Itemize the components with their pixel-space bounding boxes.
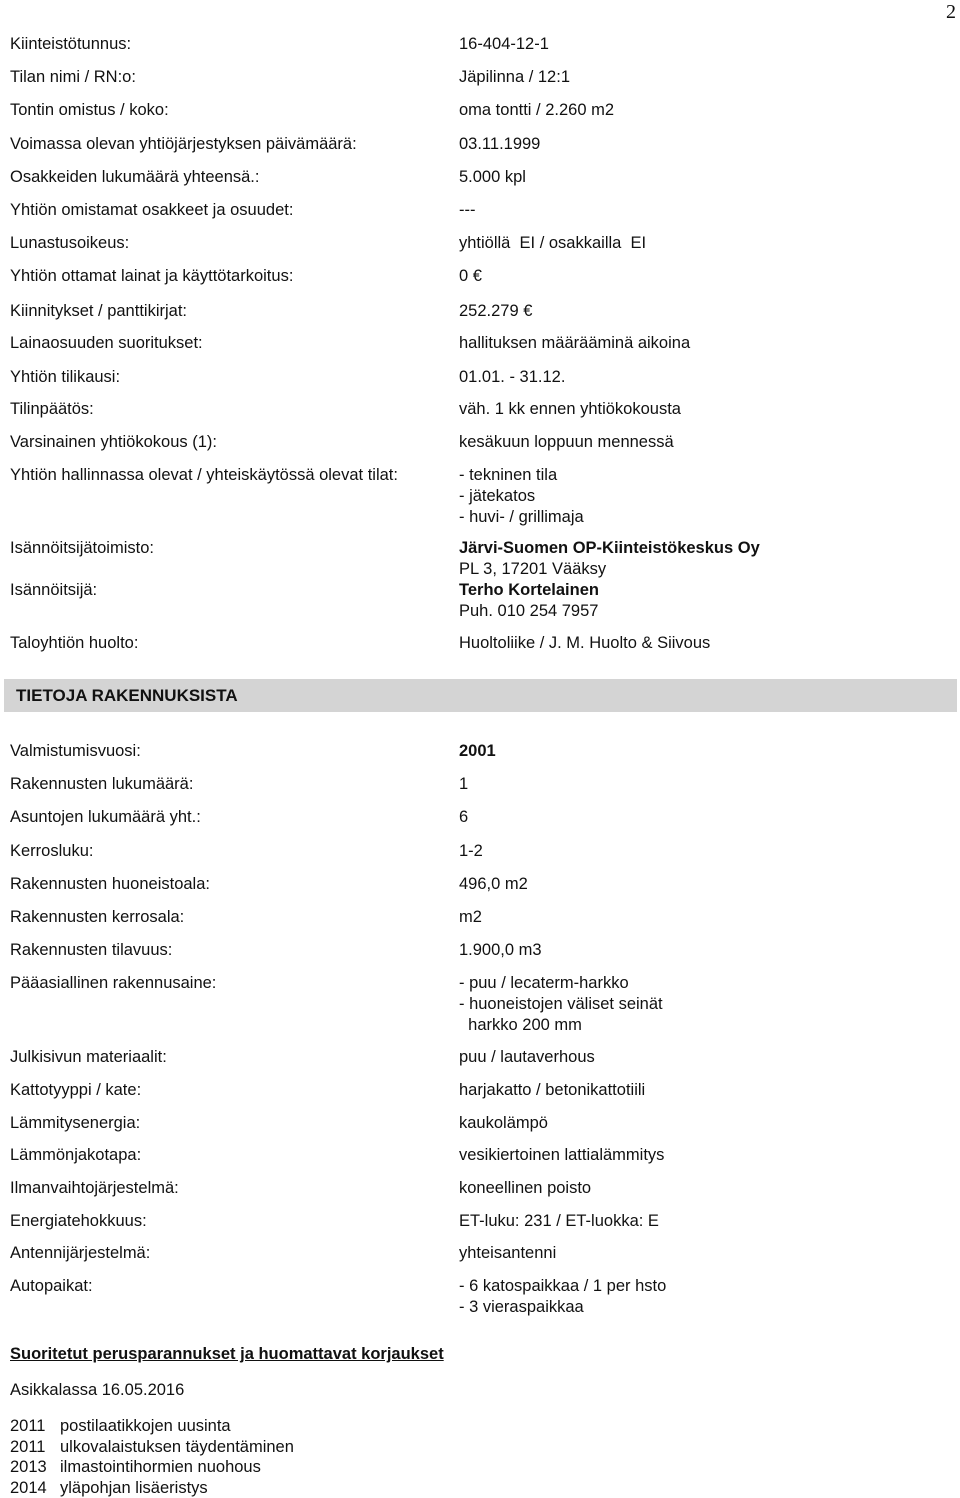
- value-yhtion-ottamat-lainat-ja-kayttotarkoitus: 0 €: [459, 267, 482, 285]
- value-autopaikat-line-1: - 6 katospaikkaa / 1 per hsto: [459, 1277, 667, 1295]
- label-voimassa-olevan-yhtiojarjestyksen-paivamaara: Voimassa olevan yhtiöjärjestyksen päivämäärä:: [10, 135, 357, 153]
- value-rakennusten-kerrosala: m2: [459, 908, 482, 926]
- repair-description: ilmastointihormien nuohous: [60, 1458, 261, 1476]
- section-title: TIETOJA RAKENNUKSISTA: [16, 686, 238, 705]
- label-taloyhtion-huolto: Taloyhtiön huolto:: [10, 634, 139, 652]
- repairs-heading: Suoritetut perusparannukset ja huomattavat korjaukset: [10, 1345, 444, 1363]
- value-kerrosluku: 1-2: [459, 842, 483, 860]
- label-isannoitsijatoimisto: Isännöitsijätoimisto:: [10, 539, 154, 557]
- value-tilan-nimi-rn-o: Jäpilinna / 12:1: [459, 68, 570, 86]
- value-osakkeiden-lukumaara-yhteensa: 5.000 kpl: [459, 168, 526, 186]
- label-julkisivun-materiaalit: Julkisivun materiaalit:: [10, 1048, 167, 1066]
- value-yhtion-tilikausi: 01.01. - 31.12.: [459, 368, 566, 386]
- label-tilinpaatos: Tilinpäätös:: [10, 400, 94, 418]
- value-isannoitsija-line-1: Terho Kortelainen: [459, 581, 599, 599]
- value-asuntojen-lukumaara-yht: 6: [459, 808, 469, 826]
- label-varsinainen-yhtiokokous-1: Varsinainen yhtiökokous (1):: [10, 433, 217, 451]
- value-isannoitsija-line-2: Puh. 010 254 7957: [459, 602, 599, 620]
- value-lammonjakotapa: vesikiertoinen lattialämmitys: [459, 1146, 665, 1164]
- value-yhtion-hallinnassa-olevat-yhteiskaytossa-olevat-tilat-line-3: - huvi- / grillimaja: [459, 508, 584, 526]
- inspection-note: Asikkalassa 16.05.2016: [10, 1381, 185, 1399]
- repair-item: [10, 1416, 231, 1436]
- label-autopaikat: Autopaikat:: [10, 1277, 93, 1295]
- label-lammitysenergia: Lämmitysenergia:: [10, 1114, 141, 1132]
- value-lunastusoikeus: yhtiöllä EI / osakkailla EI: [459, 234, 647, 252]
- repair-year: 2013: [10, 1458, 47, 1476]
- value-taloyhtion-huolto: Huoltoliike / J. M. Huolto & Siivous: [459, 634, 711, 652]
- label-kattotyyppi-kate: Kattotyyppi / kate:: [10, 1081, 142, 1099]
- label-paaasiallinen-rakennusaine: Pääasiallinen rakennusaine:: [10, 974, 217, 992]
- label-isannoitsija: Isännöitsijä:: [10, 581, 98, 599]
- label-lainaosuuden-suoritukset: Lainaosuuden suoritukset:: [10, 334, 203, 352]
- value-autopaikat-line-2: - 3 vieraspaikkaa: [459, 1298, 584, 1316]
- value-rakennusten-lukumaara: 1: [459, 775, 469, 793]
- value-energiatehokkuus: ET-luku: 231 / ET-luokka: E: [459, 1212, 659, 1230]
- value-ilmanvaihtojarjestelma: koneellinen poisto: [459, 1179, 592, 1197]
- repair-description: ulkovalaistuksen täydentäminen: [60, 1437, 294, 1456]
- label-yhtion-ottamat-lainat-ja-kayttotarkoitus: Yhtiön ottamat lainat ja käyttötarkoitus:: [10, 267, 294, 285]
- label-rakennusten-lukumaara: Rakennusten lukumäärä:: [10, 775, 194, 793]
- label-energiatehokkuus: Energiatehokkuus:: [10, 1212, 147, 1230]
- value-rakennusten-huoneistoala: 496,0 m2: [459, 875, 528, 893]
- repair-year: 2011: [10, 1437, 46, 1456]
- value-yhtion-omistamat-osakkeet-ja-osuudet: ---: [459, 201, 476, 219]
- value-isannoitsijatoimisto-line-2: PL 3, 17201 Vääksy: [459, 560, 607, 578]
- label-yhtion-tilikausi: Yhtiön tilikausi:: [10, 368, 121, 386]
- value-paaasiallinen-rakennusaine-line-1: - puu / lecaterm-harkko: [459, 974, 629, 992]
- value-yhtion-hallinnassa-olevat-yhteiskaytossa-olevat-tilat-line-1: - tekninen tila: [459, 466, 558, 484]
- label-ilmanvaihtojarjestelma: Ilmanvaihtojärjestelmä:: [10, 1179, 179, 1197]
- label-lunastusoikeus: Lunastusoikeus:: [10, 234, 130, 252]
- label-antennijarjestelma: Antennijärjestelmä:: [10, 1244, 151, 1262]
- label-rakennusten-kerrosala: Rakennusten kerrosala:: [10, 908, 185, 926]
- value-antennijarjestelma: yhteisantenni: [459, 1244, 557, 1262]
- label-osakkeiden-lukumaara-yhteensa: Osakkeiden lukumäärä yhteensä.:: [10, 168, 260, 186]
- label-yhtion-omistamat-osakkeet-ja-osuudet: Yhtiön omistamat osakkeet ja osuudet:: [10, 201, 294, 219]
- value-voimassa-olevan-yhtiojarjestyksen-paivamaara: 03.11.1999: [459, 135, 541, 153]
- value-tilinpaatos: väh. 1 kk ennen yhtiökokousta: [459, 400, 681, 418]
- value-isannoitsijatoimisto-line-1: Järvi-Suomen OP-Kiinteistökeskus Oy: [459, 539, 760, 557]
- value-tontin-omistus-koko: oma tontti / 2.260 m2: [459, 101, 615, 119]
- label-yhtion-hallinnassa-olevat-yhteiskaytossa-olevat-tilat: Yhtiön hallinnassa olevat / yhteiskäytössä olevat tilat:: [10, 466, 398, 484]
- repair-item: [10, 1457, 261, 1477]
- page-number: 2: [946, 1, 956, 23]
- value-kattotyyppi-kate: harjakatto / betonikattotiili: [459, 1081, 646, 1099]
- value-paaasiallinen-rakennusaine-line-2: - huoneistojen väliset seinät: [459, 995, 663, 1013]
- value-paaasiallinen-rakennusaine-line-3: harkko 200 mm: [459, 1016, 582, 1034]
- repair-item: [10, 1437, 294, 1457]
- repair-item: [10, 1478, 208, 1498]
- value-kiinnitykset-panttikirjat: 252.279 €: [459, 302, 533, 320]
- repair-year: 2011: [10, 1417, 46, 1435]
- label-rakennusten-tilavuus: Rakennusten tilavuus:: [10, 941, 173, 959]
- label-rakennusten-huoneistoala: Rakennusten huoneistoala:: [10, 875, 210, 893]
- repair-year: 2014: [10, 1478, 47, 1497]
- value-lammitysenergia: kaukolämpö: [459, 1114, 548, 1132]
- value-lainaosuuden-suoritukset: hallituksen määrääminä aikoina: [459, 334, 691, 352]
- repair-description: yläpohjan lisäeristys: [60, 1478, 208, 1497]
- label-valmistumisvuosi: Valmistumisvuosi:: [10, 742, 141, 760]
- label-tontin-omistus-koko: Tontin omistus / koko:: [10, 101, 169, 119]
- label-kiinteistotunnus: Kiinteistötunnus:: [10, 35, 132, 53]
- label-tilan-nimi-rn-o: Tilan nimi / RN:o:: [10, 68, 136, 86]
- label-asuntojen-lukumaara-yht: Asuntojen lukumäärä yht.:: [10, 808, 201, 826]
- value-yhtion-hallinnassa-olevat-yhteiskaytossa-olevat-tilat-line-2: - jätekatos: [459, 487, 536, 505]
- value-julkisivun-materiaalit: puu / lautaverhous: [459, 1048, 595, 1066]
- section-header-buildings: [4, 679, 957, 712]
- value-rakennusten-tilavuus: 1.900,0 m3: [459, 941, 542, 959]
- label-kerrosluku: Kerrosluku:: [10, 842, 94, 860]
- repair-description: postilaatikkojen uusinta: [60, 1417, 231, 1435]
- value-varsinainen-yhtiokokous-1: kesäkuun loppuun mennessä: [459, 433, 674, 451]
- value-valmistumisvuosi: 2001: [459, 742, 496, 760]
- label-kiinnitykset-panttikirjat: Kiinnitykset / panttikirjat:: [10, 302, 187, 320]
- label-lammonjakotapa: Lämmönjakotapa:: [10, 1146, 142, 1164]
- value-kiinteistotunnus: 16-404-12-1: [459, 35, 549, 53]
